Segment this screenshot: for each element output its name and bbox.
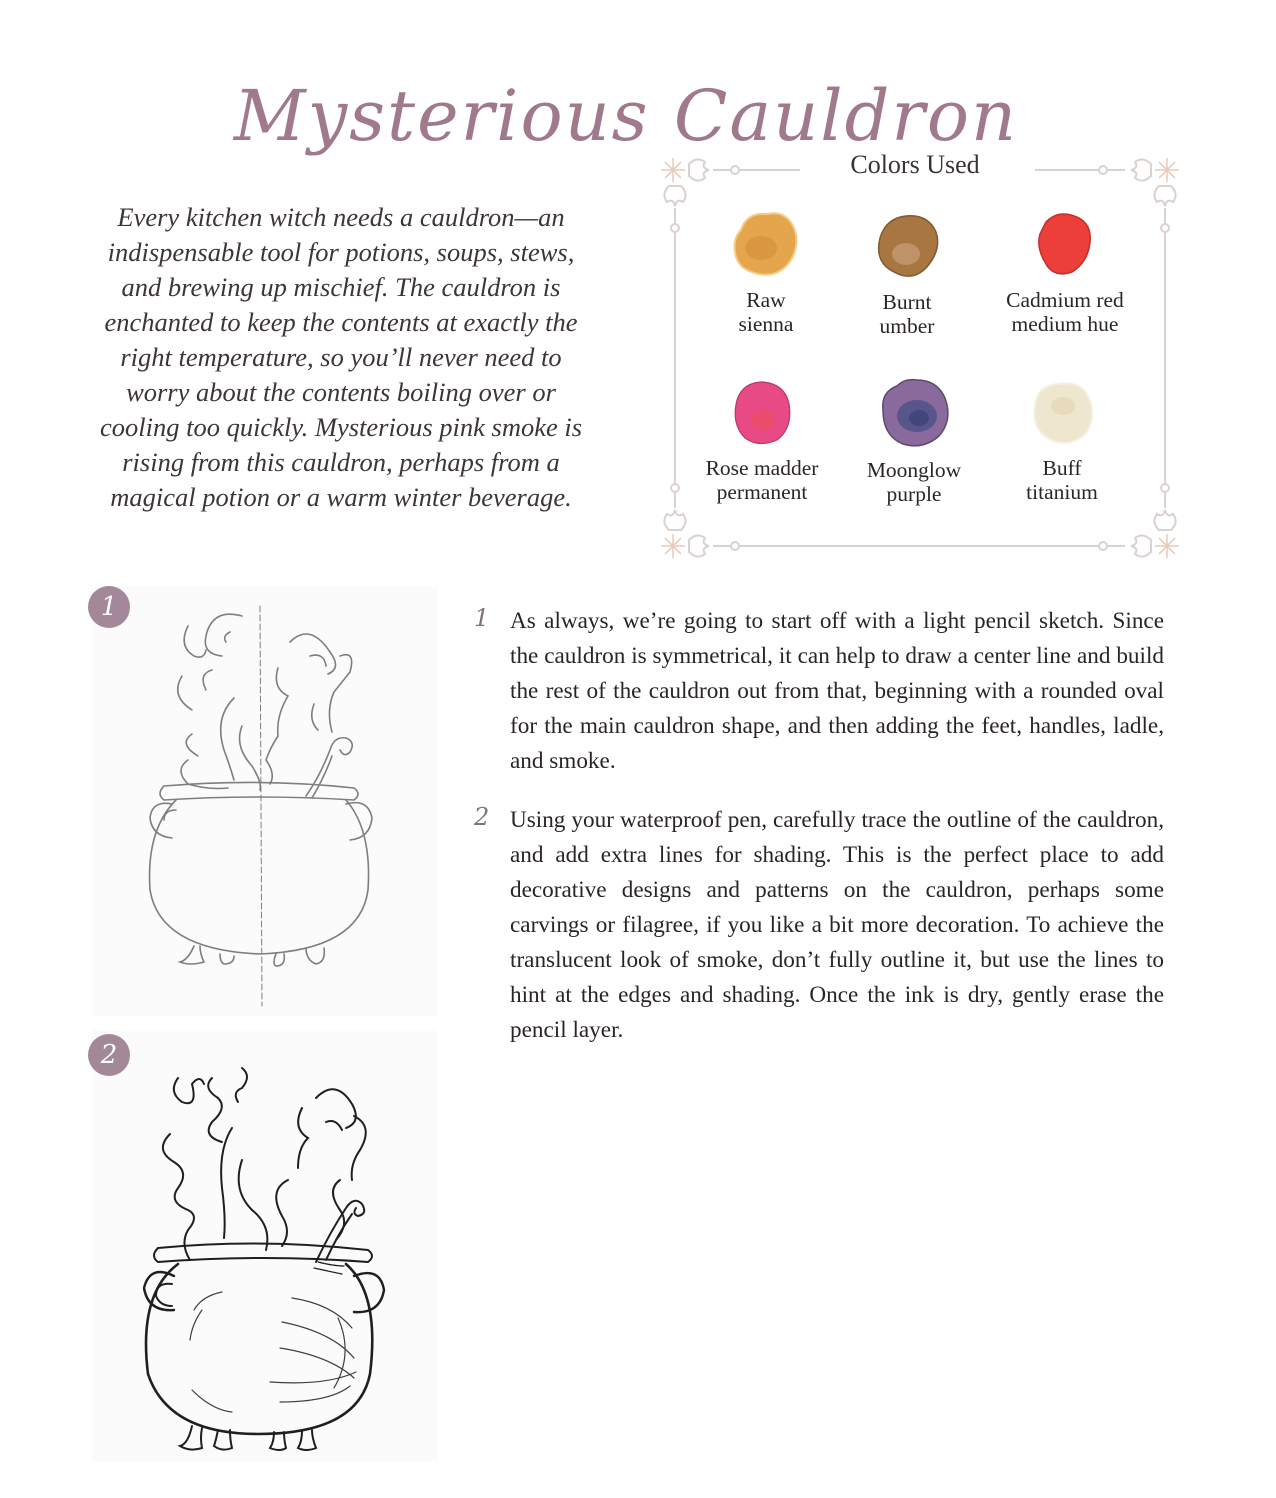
paint-blob-icon <box>729 208 803 280</box>
swatch-label-line2: medium hue <box>1011 312 1119 336</box>
paint-blob-icon <box>1028 208 1102 280</box>
swatch-label-line2: purple <box>886 482 942 506</box>
paint-blob-icon <box>725 376 799 448</box>
swatch-label-line1: Cadmium red <box>1006 288 1124 312</box>
step-2-number: 2 <box>474 803 490 831</box>
colors-used-panel <box>655 148 1185 560</box>
swatch-label-line1: Raw <box>746 288 786 312</box>
paint-blob-icon <box>870 210 944 282</box>
colors-used-heading: Colors Used <box>850 150 980 179</box>
paint-blob-icon <box>1025 376 1099 448</box>
pencil-sketch-cauldron-image <box>92 586 437 1016</box>
swatch-buff-titanium <box>977 376 1147 504</box>
swatch-label-line1: Rose madder <box>705 456 819 480</box>
swatch-label-line2: umber <box>879 314 935 338</box>
swatch-burnt-umber <box>822 210 992 338</box>
step-2-badge: 2 <box>88 1034 130 1076</box>
step-2-illustration <box>92 1030 437 1462</box>
swatch-rose-madder <box>677 376 847 504</box>
swatch-cadmium-red <box>980 208 1150 336</box>
paint-blob-icon <box>875 374 953 450</box>
swatch-label-line2: permanent <box>716 480 808 504</box>
swatch-label-line1: Moonglow <box>866 458 962 482</box>
swatch-label-line2: titanium <box>1026 480 1098 504</box>
swatch-moonglow-purple <box>829 374 999 506</box>
step-2-text: Using your waterproof pen, carefully trace the outline of the cauldron, and add extra lines for shading. This is the perfect place to add decorative designs and patterns on the cauldron, perhaps some carvings or filagree, if you like a bit more decoration. To achieve the translucent look of smoke, don’t fully outline it, but use the lines to hint at the edges and shading. Once the ink is dry, gently erase the pencil layer. <box>510 807 1164 1043</box>
swatch-label-line1: Buff <box>1042 456 1082 480</box>
step-1-number: 1 <box>474 604 490 632</box>
step-1-text: As always, we’re going to start off with a light pencil sketch. Since the cauldron is symmetrical, it can help to draw a center line and build the rest of the cauldron out from that, beginning with a rounded oval for the main cauldron shape, and then adding the feet, handles, ladle, and smoke. <box>510 608 1164 774</box>
swatch-label-line2: sienna <box>738 312 794 336</box>
step-1-illustration <box>92 586 437 1016</box>
step-1-badge: 1 <box>88 586 130 628</box>
intro-paragraph: Every kitchen witch needs a cauldron—an indispensable tool for potions, soups, stews, and brewing up mischief. The cauldron is enchanted to keep the contents at exactly the right temperature, so you’ll never need to worry about the contents boiling over or cooling too quickly. Mysterious pink smoke is rising from this cauldron, perhaps from a magical potion or a warm winter beverage. <box>99 202 583 512</box>
page-title: Mysterious Cauldron <box>233 74 1019 157</box>
swatch-label-line1: Burnt <box>882 290 932 314</box>
ink-drawing-cauldron-image <box>92 1030 437 1462</box>
